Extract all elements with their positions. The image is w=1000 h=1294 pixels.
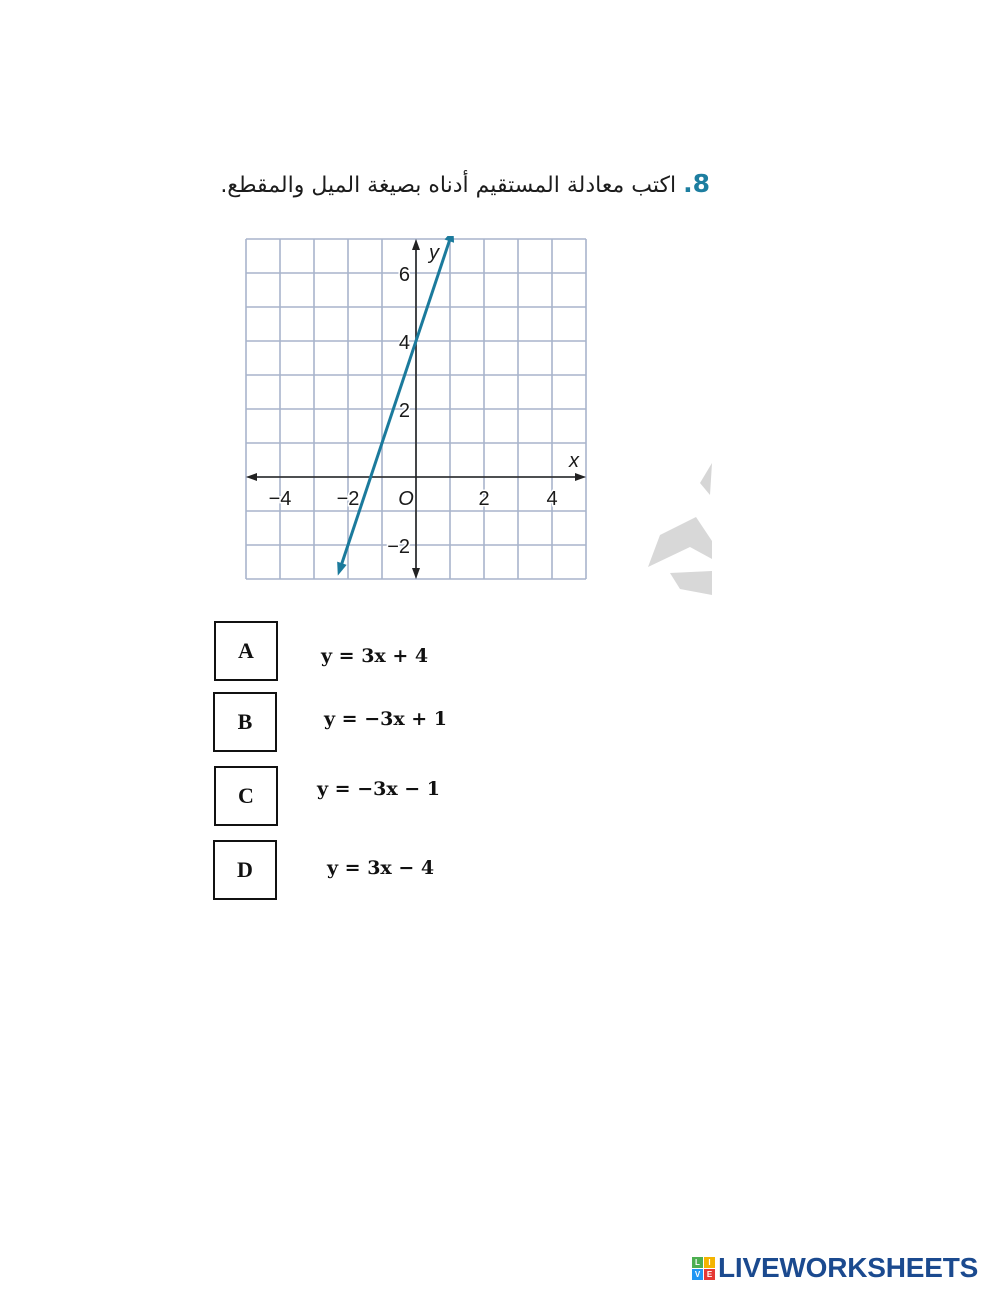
option-a-letter: A — [238, 638, 254, 663]
logo-badge-l: L — [692, 1257, 703, 1268]
option-c-letter: C — [238, 783, 254, 808]
option-a-box[interactable] — [214, 621, 278, 681]
option-d-letter: D — [237, 857, 253, 882]
option-c-box[interactable] — [214, 766, 278, 826]
y-axis-arrow-down — [412, 568, 420, 579]
liveworksheets-logo — [692, 1252, 978, 1284]
y-tick-label: 2 — [398, 400, 410, 422]
line-segment — [341, 237, 451, 567]
x-axis-label: x — [569, 450, 579, 472]
y-axis-label: y — [429, 242, 439, 264]
x-tick-label: −4 — [268, 488, 292, 510]
option-c-equation: y = −3x − 1 — [317, 778, 441, 800]
logo-badge — [692, 1257, 715, 1280]
question-text — [200, 164, 710, 206]
option-b-letter: B — [237, 709, 253, 734]
question-body: اكتب معادلة المستقيم أدناه بصيغة الميل والمقطع. — [220, 173, 677, 198]
line-arrow-bottom — [337, 562, 346, 576]
option-b-box[interactable] — [213, 692, 277, 752]
watermark-mark — [640, 455, 712, 600]
y-tick-label: −2 — [387, 536, 410, 558]
coordinate-graph — [238, 236, 590, 586]
origin-label: O — [398, 488, 414, 510]
x-axis-arrow-right — [575, 473, 586, 481]
option-d-box[interactable] — [213, 840, 277, 900]
option-a-equation: y = 3x + 4 — [321, 645, 429, 667]
x-tick-label: −2 — [336, 488, 360, 510]
plotted-line — [337, 236, 454, 576]
logo-badge-e: E — [704, 1269, 715, 1280]
question-number: 8. — [683, 169, 710, 198]
x-tick-label: 2 — [478, 488, 490, 510]
y-tick-label: 4 — [398, 332, 410, 354]
y-tick-label: 6 — [398, 264, 410, 286]
logo-badge-i: I — [704, 1257, 715, 1268]
x-axis-arrow-left — [246, 473, 257, 481]
y-axis-arrow-up — [412, 239, 420, 250]
logo-badge-v: V — [692, 1269, 703, 1280]
option-b-equation: y = −3x + 1 — [324, 708, 448, 730]
x-tick-label: 4 — [546, 488, 558, 510]
option-d-equation: y = 3x − 4 — [327, 857, 435, 879]
logo-text: LIVEWORKSHEETS — [718, 1252, 979, 1283]
